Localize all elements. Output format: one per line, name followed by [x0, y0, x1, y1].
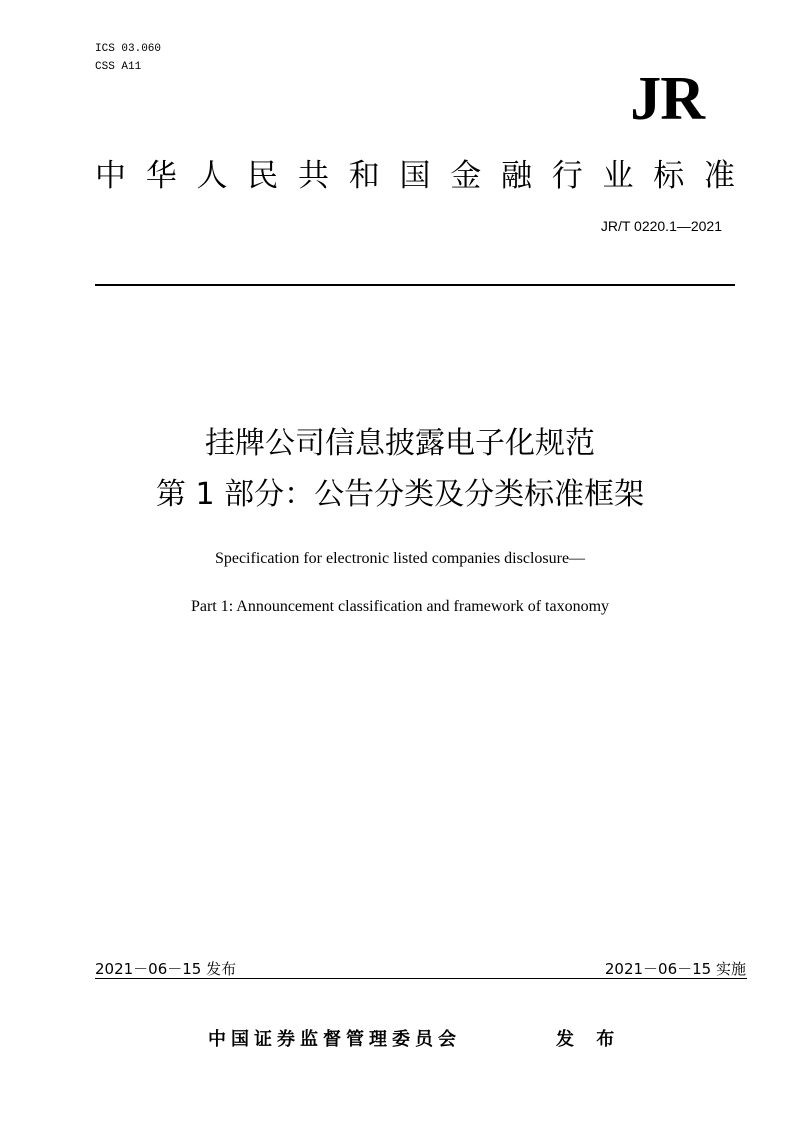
standard-title-char: 准	[704, 158, 735, 194]
standard-title-char: 民	[247, 158, 279, 194]
chinese-title-line-2: 第 1 部分：公告分类及分类标准框架	[155, 477, 645, 512]
standard-title-char: 华	[145, 158, 177, 194]
standard-title-char: 国	[399, 158, 431, 194]
bottom-divider	[95, 978, 747, 979]
standard-number: JR/T 0220.1—2021	[600, 218, 722, 234]
standard-title-char: 共	[298, 158, 329, 194]
jr-logo: JR	[630, 65, 704, 133]
css-code: CSS A11	[95, 61, 142, 73]
english-title-line-1: Specification for electronic listed companies disclosure—	[214, 550, 586, 567]
standard-title-char: 行	[551, 158, 583, 194]
standard-title-char: 业	[602, 158, 634, 194]
chinese-title-line-1: 挂牌公司信息披露电子化规范	[205, 426, 595, 461]
english-title-line-2: Part 1: Announcement classification and framework of taxonomy	[190, 598, 610, 615]
standard-title-char: 和	[348, 158, 380, 194]
standard-title-char: 中	[95, 158, 126, 194]
standard-title-char: 金	[450, 158, 482, 194]
issue-date: 2021－06－15 发布	[95, 960, 237, 978]
implementation-date: 2021－06－15 实施	[604, 960, 746, 978]
publish-label: 发 布	[556, 1029, 623, 1050]
issuing-authority: 中国证券监督管理委员会	[208, 1029, 461, 1050]
top-divider	[95, 284, 735, 286]
standard-title-char: 标	[653, 158, 685, 194]
ics-code: ICS 03.060	[95, 43, 162, 55]
standard-category-title	[95, 156, 735, 196]
standard-title-char: 融	[501, 158, 532, 194]
standard-title-char: 人	[196, 158, 228, 194]
